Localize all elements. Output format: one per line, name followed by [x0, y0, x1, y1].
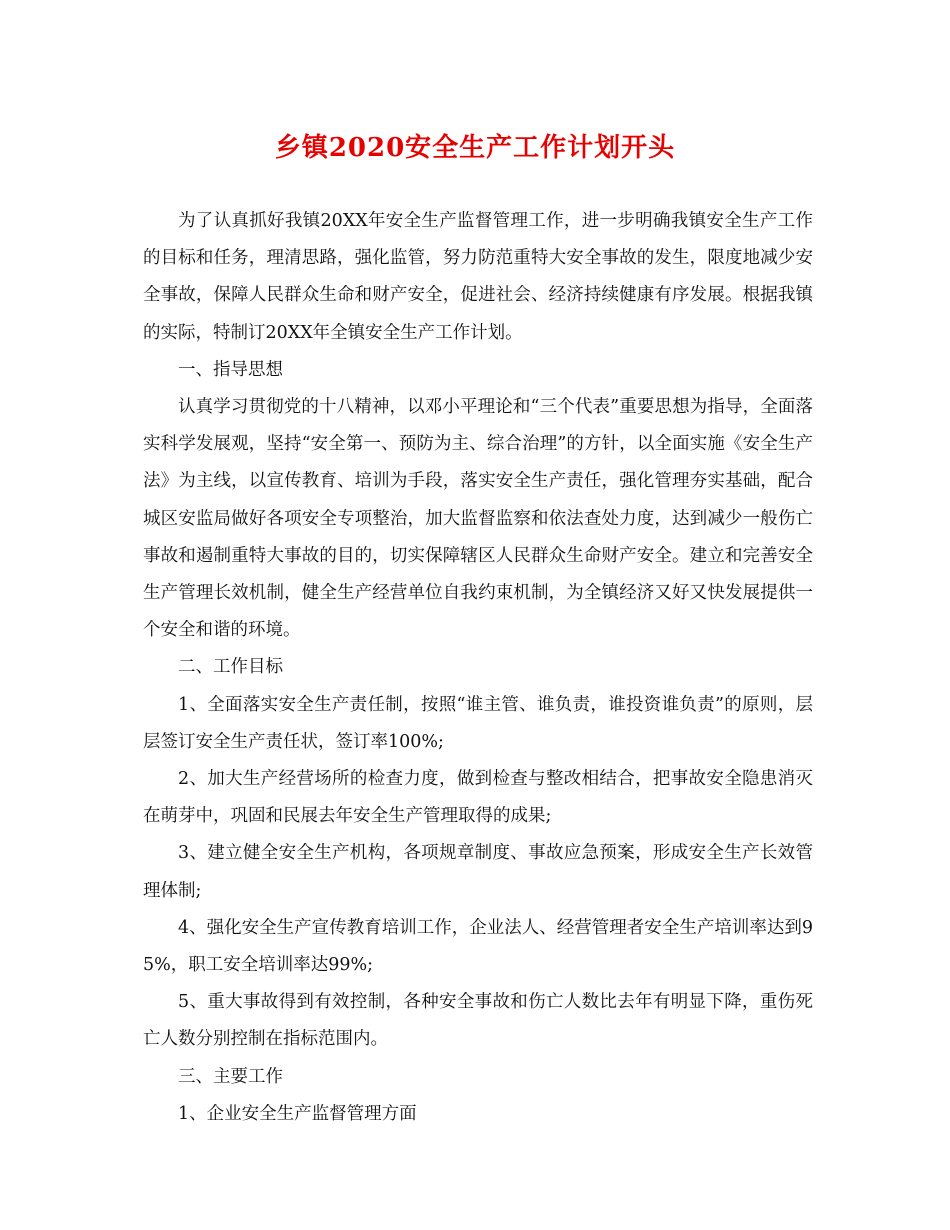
goal-item-4: 4、强化安全生产宣传教育培训工作，企业法人、经营管理者安全生产培训率达到95%，职工安全培训率达99%; — [143, 917, 813, 976]
section-heading-main-work: 三、主要工作 — [178, 1066, 283, 1087]
section-heading-guiding-thought: 一、指导思想 — [178, 359, 283, 380]
goal-item-2: 2、加大生产经营场所的检查力度，做到检查与整改相结合，把事故安全隐患消灭在萌芽中，巩固和民展去年安全生产管理取得的成果; — [143, 769, 813, 827]
guiding-thought-paragraph: 认真学习贯彻党的十八精神，以邓小平理论和“三个代表”重要思想为指导，全面落实科学发展观，坚持“安全第一、预防为主、综合治理”的方针，以全面实施《安全生产法》为主线，以宣传教育、培训为手段，落实安全生产责任，强化管理夯实基础，配合城区安监局做好各项安全专项整治，加大监督监察和依法查处力度，达到减少一般伤亡事故和遏制重特大事故的目的，切实保障辖区人民群众生命财产安全。建立和完善安全生产管理长效机制，健全生产经营单位自我约束机制，为全镇经济又好又快发展提供一个安全和谐的环境。 — [143, 397, 813, 641]
intro-paragraph: 为了认真抓好我镇20XX年安全生产监督管理工作，进一步明确我镇安全生产工作的目标和任务，理清思路，强化监管，努力防范重特大安全事故的发生，限度地减少安全事故，保障人民群众生命和财产安全，促进社会、经济持续健康有序发展。根据我镇的实际，特制订20XX年全镇安全生产工作计划。 — [143, 211, 813, 343]
goal-item-5: 5、重大事故得到有效控制，各种安全事故和伤亡人数比去年有明显下降，重伤死亡人数分别控制在指标范围内。 — [143, 992, 813, 1050]
goal-item-3: 3、建立健全安全生产机构，各项规章制度、事故应急预案，形成安全生产长效管理体制; — [143, 843, 813, 901]
section-heading-work-goals: 二、工作目标 — [178, 657, 283, 678]
document-title: 乡镇2020安全生产工作计划开头 — [274, 133, 676, 163]
goal-item-1: 1、全面落实安全生产责任制，按照“谁主管、谁负责，谁投资谁负责”的原则，层层签订安全生产责任状，签订率100%; — [143, 694, 813, 752]
main-work-item-1: 1、企业安全生产监督管理方面 — [178, 1103, 417, 1124]
document-body — [143, 203, 813, 1133]
